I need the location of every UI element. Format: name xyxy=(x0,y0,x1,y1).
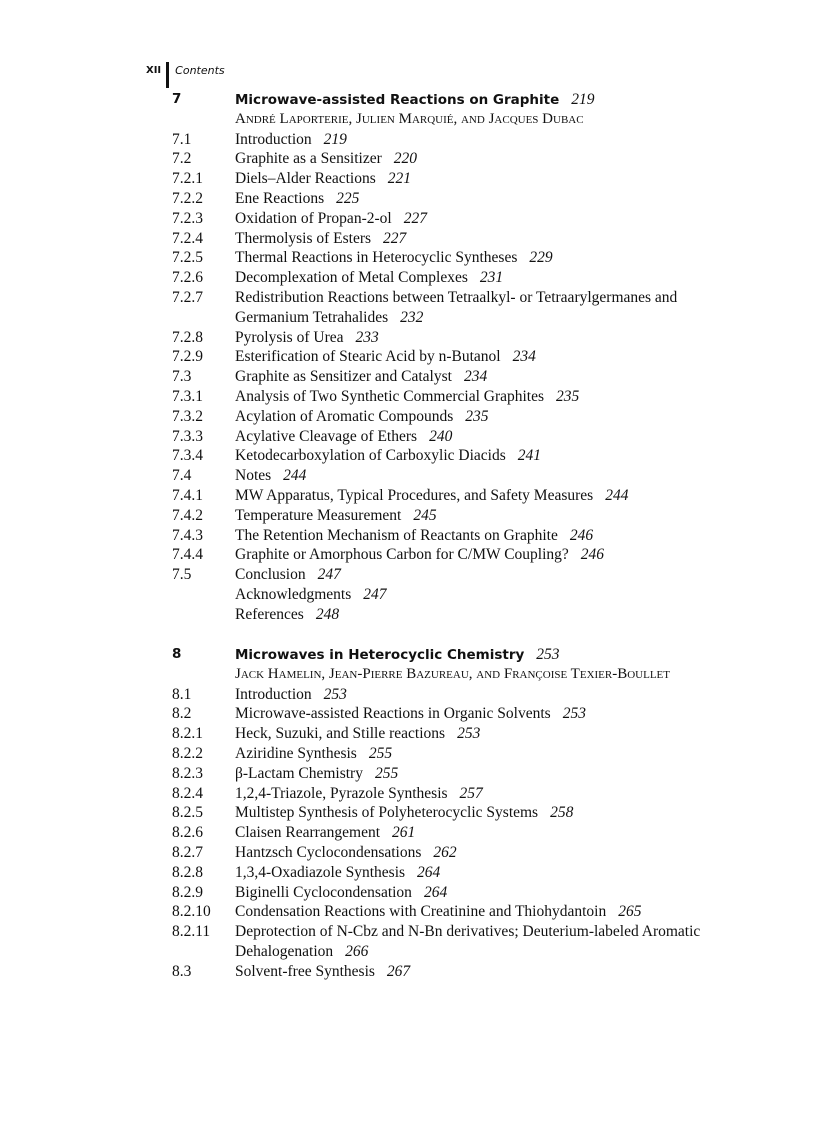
section-page: 221 xyxy=(387,170,412,188)
section-number: 7.4.1 xyxy=(172,486,203,504)
section-number: 7.3 xyxy=(172,368,192,386)
toc-entry[interactable] xyxy=(172,130,772,150)
section-title-line xyxy=(235,863,440,883)
section-title[interactable]: The Retention Mechanism of Reactants on Graphite xyxy=(235,526,558,544)
toc-entry[interactable] xyxy=(172,764,772,784)
chapter-authors-row xyxy=(172,110,772,130)
section-title[interactable]: MW Apparatus, Typical Procedures, and Safety Measures xyxy=(235,486,594,504)
section-page: 266 xyxy=(345,942,369,960)
section-page: 257 xyxy=(459,784,483,802)
section-title[interactable]: Oxidation of Propan-2-ol xyxy=(235,209,392,227)
toc-entry[interactable] xyxy=(172,407,772,427)
section-title-line xyxy=(235,823,415,843)
section-title-line xyxy=(235,328,379,348)
section-title-line xyxy=(235,169,411,189)
toc-entry[interactable] xyxy=(172,328,772,348)
toc-entry[interactable] xyxy=(172,704,772,724)
section-title[interactable]: Redistribution Reactions between Tetraalkyl- or Tetraarylgermanes and xyxy=(235,288,678,306)
section-page: 244 xyxy=(605,486,629,504)
section-title[interactable]: Ketodecarboxylation of Carboxylic Diacids xyxy=(235,447,506,465)
section-title-line xyxy=(235,962,410,982)
section-title[interactable]: Decomplexation of Metal Complexes xyxy=(235,269,468,287)
section-number: 8.2.6 xyxy=(172,824,203,842)
section-number: 7.2.9 xyxy=(172,348,203,366)
section-page: 234 xyxy=(512,348,536,366)
section-page: 233 xyxy=(355,328,379,346)
toc-entry[interactable] xyxy=(172,387,772,407)
section-number: 8.2.8 xyxy=(172,863,203,881)
section-title[interactable]: β-Lactam Chemistry xyxy=(235,764,363,782)
section-title-line xyxy=(235,704,586,724)
section-title-continuation[interactable]: Germanium Tetrahalides xyxy=(235,308,389,326)
section-number: 8.2.1 xyxy=(172,725,203,743)
toc-entry[interactable] xyxy=(172,883,772,903)
section-number: 7.2.7 xyxy=(172,288,203,306)
section-page: 241 xyxy=(517,447,541,465)
section-number: 7.2.5 xyxy=(172,249,203,267)
running-head xyxy=(146,62,225,86)
section-number: 7.1 xyxy=(172,130,192,148)
section-page: 225 xyxy=(336,189,360,207)
toc-entry[interactable] xyxy=(172,962,772,982)
section-title[interactable]: References xyxy=(235,605,304,623)
section-title-line xyxy=(235,466,306,486)
section-page: 229 xyxy=(529,249,553,267)
section-title-line xyxy=(235,526,593,546)
section-title-line xyxy=(235,407,489,427)
chapter-heading[interactable] xyxy=(172,645,772,665)
chapter-title[interactable]: Microwave-assisted Reactions on Graphite xyxy=(235,92,560,108)
section-page: 232 xyxy=(400,308,424,326)
section-page: 247 xyxy=(317,566,341,584)
section-title[interactable]: Acylation of Aromatic Compounds xyxy=(235,407,454,425)
section-title[interactable]: Esterification of Stearic Acid by n-Butanol xyxy=(235,348,501,366)
section-title-line xyxy=(235,427,452,447)
toc-entry[interactable] xyxy=(172,843,772,863)
section-number: 7.3.1 xyxy=(172,387,203,405)
section-number: 7.2.1 xyxy=(172,170,203,188)
section-number: 7.5 xyxy=(172,566,192,584)
section-page: 246 xyxy=(569,526,594,544)
toc-entry-continuation[interactable] xyxy=(172,942,772,962)
section-page: 246 xyxy=(580,546,605,564)
section-page: 265 xyxy=(618,903,642,921)
section-title-line xyxy=(235,347,536,367)
chapter-title-line xyxy=(235,645,560,666)
section-title-line xyxy=(235,764,398,784)
running-head-title: Contents xyxy=(175,64,225,77)
section-title[interactable]: Graphite as a Sensitizer xyxy=(235,150,382,168)
section-title[interactable]: Ene Reactions xyxy=(235,189,325,207)
section-title-line xyxy=(235,229,406,249)
section-number: 8.2 xyxy=(172,705,192,723)
toc-entry[interactable] xyxy=(172,189,772,209)
section-title[interactable]: Hantzsch Cyclocondensations xyxy=(235,843,422,861)
section-number: 7.2.8 xyxy=(172,328,203,346)
section-page: 255 xyxy=(374,764,399,782)
chapter-authors: Jack Hamelin, Jean-Pierre Bazureau, and Françoise Texier-Boullet xyxy=(235,665,670,682)
section-title-line xyxy=(235,288,677,308)
page-number: XII xyxy=(146,65,162,76)
running-head-rule xyxy=(166,62,169,88)
toc-entry[interactable] xyxy=(172,248,772,268)
toc-entry[interactable] xyxy=(172,605,772,625)
section-number: 8.2.7 xyxy=(172,843,203,861)
section-page: 244 xyxy=(283,467,307,485)
section-number: 8.2.11 xyxy=(172,923,211,941)
section-title-line xyxy=(235,367,487,387)
section-number: 7.4 xyxy=(172,467,192,485)
section-page: 245 xyxy=(413,506,437,524)
section-page: 235 xyxy=(556,387,580,405)
section-title[interactable]: 1,3,4-Oxadiazole Synthesis xyxy=(235,863,406,881)
section-title-line xyxy=(235,843,457,863)
toc-entry[interactable] xyxy=(172,526,772,546)
chapter-authors-row xyxy=(172,665,772,685)
toc-entry[interactable] xyxy=(172,545,772,565)
chapter-title[interactable]: Microwaves in Heterocyclic Chemistry xyxy=(235,647,525,663)
toc-entry[interactable] xyxy=(172,466,772,486)
section-title-continuation[interactable]: Dehalogenation xyxy=(235,942,334,960)
section-page: 264 xyxy=(423,883,448,901)
section-title[interactable]: Analysis of Two Synthetic Commercial Graphites xyxy=(235,387,545,405)
section-number: 8.2.9 xyxy=(172,883,203,901)
section-number: 8.2.4 xyxy=(172,784,203,802)
section-title-line xyxy=(235,486,628,506)
section-title[interactable]: Biginelli Cyclocondensation xyxy=(235,883,412,901)
section-title-line xyxy=(235,545,604,565)
section-title-line xyxy=(235,724,480,744)
section-page: 234 xyxy=(463,368,488,386)
section-page: 262 xyxy=(433,843,457,861)
section-number: 7.4.2 xyxy=(172,506,203,524)
section-number: 7.3.3 xyxy=(172,427,203,445)
section-title-line xyxy=(235,189,359,209)
chapter-page: 253 xyxy=(536,646,560,663)
toc-entry[interactable] xyxy=(172,169,772,189)
section-title-line xyxy=(235,308,423,328)
section-page: 227 xyxy=(383,229,407,247)
chapter-number: 7 xyxy=(172,91,182,107)
chapter-authors: André Laporterie, Julien Marquié, and Jacques Dubac xyxy=(235,110,584,127)
section-title-line xyxy=(235,565,341,585)
section-title-line xyxy=(235,209,427,229)
section-title-line xyxy=(235,883,447,903)
section-title[interactable]: Conclusion xyxy=(235,566,306,584)
section-title[interactable]: Introduction xyxy=(235,685,312,703)
section-title-line xyxy=(235,803,573,823)
section-page: 219 xyxy=(323,130,347,148)
toc-entry[interactable] xyxy=(172,268,772,288)
section-title-line xyxy=(235,922,700,942)
section-page: 235 xyxy=(465,407,489,425)
toc-entry-continuation[interactable] xyxy=(172,308,772,328)
section-title[interactable]: 1,2,4-Triazole, Pyrazole Synthesis xyxy=(235,784,448,802)
toc-entry[interactable] xyxy=(172,347,772,367)
section-page: 267 xyxy=(386,962,411,980)
section-number: 7.4.4 xyxy=(172,546,203,564)
section-number: 7.2.6 xyxy=(172,269,203,287)
section-page: 253 xyxy=(323,685,347,703)
section-title-line xyxy=(235,446,541,466)
section-title[interactable]: Deprotection of N-Cbz and N-Bn derivatives; Deuterium-labeled Aromatic xyxy=(235,923,701,941)
section-page: 253 xyxy=(562,705,586,723)
section-title-line xyxy=(235,744,392,764)
section-title[interactable]: Multistep Synthesis of Polyheterocyclic Systems xyxy=(235,804,539,822)
section-number: 7.2 xyxy=(172,150,192,168)
section-page: 240 xyxy=(429,427,453,445)
section-title[interactable]: Graphite or Amorphous Carbon for C/MW Coupling? xyxy=(235,546,569,564)
section-number: 8.2.2 xyxy=(172,744,203,762)
toc-entry[interactable] xyxy=(172,229,772,249)
section-page: 255 xyxy=(368,744,393,762)
section-title-line xyxy=(235,506,437,526)
toc-entry[interactable] xyxy=(172,149,772,169)
section-title-line xyxy=(235,149,417,169)
toc-entry[interactable] xyxy=(172,922,772,942)
section-title-line xyxy=(235,942,368,962)
section-title-line xyxy=(235,585,386,605)
toc-entry[interactable] xyxy=(172,784,772,804)
section-title[interactable]: Microwave-assisted Reactions in Organic Solvents xyxy=(235,705,551,723)
section-number: 8.2.3 xyxy=(172,764,203,782)
section-page: 261 xyxy=(392,824,416,842)
section-title-line xyxy=(235,902,641,922)
section-page: 248 xyxy=(315,605,340,623)
section-number: 8.3 xyxy=(172,962,192,980)
section-title[interactable]: Thermolysis of Esters xyxy=(235,229,372,247)
toc-entry[interactable] xyxy=(172,863,772,883)
toc-entry[interactable] xyxy=(172,585,772,605)
toc-entry[interactable] xyxy=(172,823,772,843)
section-page: 231 xyxy=(479,269,504,287)
toc-entry[interactable] xyxy=(172,209,772,229)
chapter-page: 219 xyxy=(571,91,595,108)
toc-entry[interactable] xyxy=(172,902,772,922)
section-title[interactable]: Graphite as Sensitizer and Catalyst xyxy=(235,368,452,386)
section-page: 220 xyxy=(393,150,418,168)
section-number: 7.2.3 xyxy=(172,209,203,227)
toc-entry[interactable] xyxy=(172,367,772,387)
section-page: 258 xyxy=(550,804,574,822)
section-title[interactable]: Heck, Suzuki, and Stille reactions xyxy=(235,725,446,743)
section-page: 264 xyxy=(417,863,441,881)
section-title[interactable]: Acknowledgments xyxy=(235,585,352,603)
toc-entry[interactable] xyxy=(172,446,772,466)
section-title[interactable]: Notes xyxy=(235,467,272,485)
section-title[interactable]: Introduction xyxy=(235,130,312,148)
section-title-line xyxy=(235,605,339,625)
section-page: 247 xyxy=(363,585,387,603)
toc-entry[interactable] xyxy=(172,506,772,526)
toc-entry[interactable] xyxy=(172,288,772,308)
section-title[interactable]: Aziridine Synthesis xyxy=(235,744,357,762)
chapter-heading[interactable] xyxy=(172,90,772,110)
section-title-line xyxy=(235,130,347,150)
toc-entry[interactable] xyxy=(172,744,772,764)
chapter-7 xyxy=(172,90,772,625)
section-number: 8.1 xyxy=(172,685,192,703)
section-number: 8.2.10 xyxy=(172,903,211,921)
toc-entry[interactable] xyxy=(172,685,772,705)
section-title[interactable]: Temperature Measurement xyxy=(235,506,402,524)
section-title[interactable]: Thermal Reactions in Heterocyclic Syntheses xyxy=(235,249,518,267)
section-title[interactable]: Condensation Reactions with Creatinine and Thiohydantoin xyxy=(235,903,607,921)
section-title-line xyxy=(235,268,503,288)
section-title[interactable]: Diels–Alder Reactions xyxy=(235,170,376,188)
section-title-line xyxy=(235,685,347,705)
section-number: 7.3.4 xyxy=(172,447,203,465)
section-title-line xyxy=(235,784,483,804)
chapter-8 xyxy=(172,645,772,982)
section-title-line xyxy=(235,248,553,268)
section-page: 253 xyxy=(457,725,481,743)
toc-entry[interactable] xyxy=(172,427,772,447)
chapter-title-line xyxy=(235,90,595,111)
section-number: 7.3.2 xyxy=(172,407,203,425)
section-number: 7.4.3 xyxy=(172,526,203,544)
chapter-number: 8 xyxy=(172,646,182,662)
section-number: 7.2.2 xyxy=(172,189,203,207)
section-number: 7.2.4 xyxy=(172,229,203,247)
section-number: 8.2.5 xyxy=(172,804,203,822)
section-title[interactable]: Solvent-free Synthesis xyxy=(235,962,375,980)
toc-entry[interactable] xyxy=(172,486,772,506)
toc-entry[interactable] xyxy=(172,803,772,823)
section-title[interactable]: Pyrolysis of Urea xyxy=(235,328,344,346)
section-page: 227 xyxy=(403,209,427,227)
section-title-line xyxy=(235,387,579,407)
toc-entry[interactable] xyxy=(172,565,772,585)
toc-entry[interactable] xyxy=(172,724,772,744)
section-title[interactable]: Claisen Rearrangement xyxy=(235,824,381,842)
section-title[interactable]: Acylative Cleavage of Ethers xyxy=(235,427,418,445)
